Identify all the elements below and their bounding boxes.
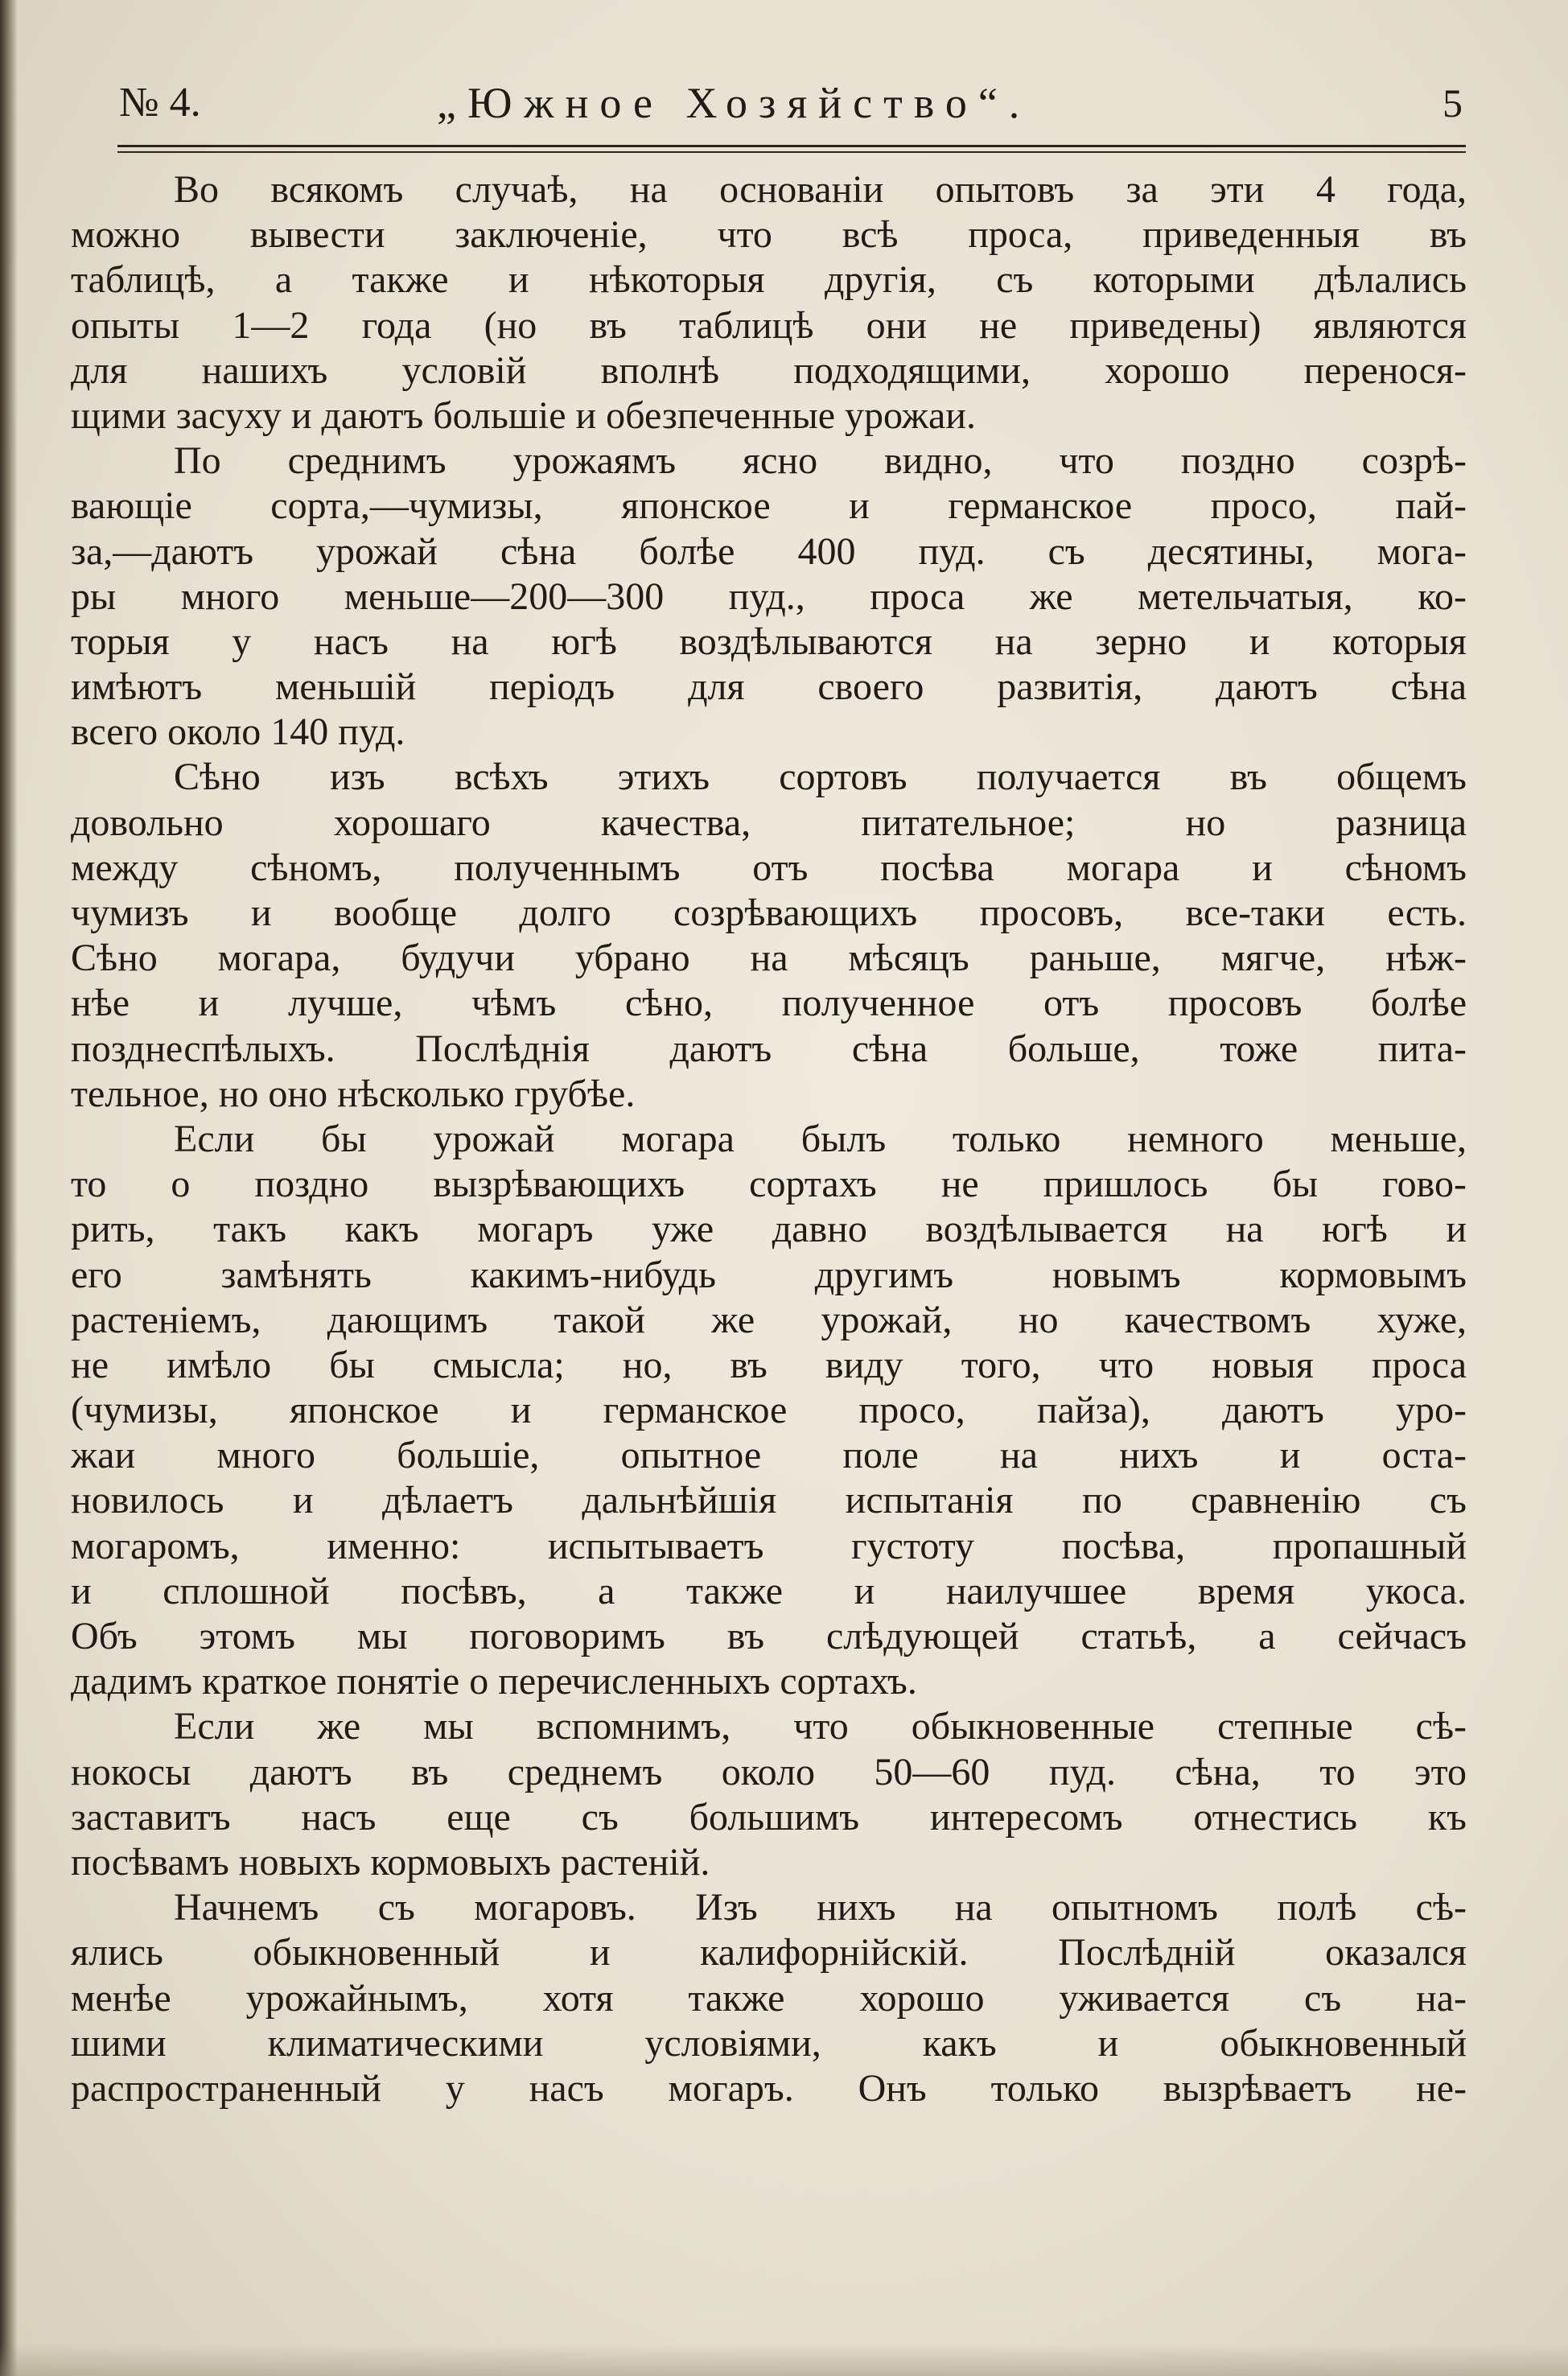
text-line: могаромъ, именно: испытываетъ густоту посѣва, пропашный [71,1524,1467,1567]
text-line: всего около 140 пуд. [71,710,405,754]
text-line: ры много меньше—200—300 пуд., проса же метельчатыя, ко- [71,574,1467,618]
text-line: таблицѣ, а также и нѣкоторыя другія, съ которыми дѣлались [71,258,1467,302]
page-bottom-shade [0,2344,1568,2376]
text-line: имѣютъ меньшій періодъ для своего развитія, даютъ сѣна [71,665,1467,709]
text-line: дадимъ краткое понятіе о перечисленныхъ сортахъ. [71,1660,917,1703]
text-line: Во всякомъ случаѣ, на основаніи опытовъ за эти 4 года, [174,168,1467,211]
text-line: распространенный у насъ могаръ. Онъ только вызрѣваетъ не- [71,2066,1467,2110]
text-line: заставитъ насъ еще съ большимъ интересомъ отнестись къ [71,1795,1467,1839]
text-line: вающіе сорта,—чумизы, японское и германское просо, пай- [71,484,1467,528]
text-line: не имѣло бы смысла; но, въ виду того, что новыя проса [71,1343,1467,1386]
header-rule-thin [117,151,1466,153]
text-line: менѣе урожайнымъ, хотя также хорошо уживается съ на- [71,1976,1467,2020]
text-line: за,—даютъ урожай сѣна болѣе 400 пуд. съ десятины, мога- [71,529,1467,573]
text-line: Объ этомъ мы поговоримъ въ слѣдующей статьѣ, а сейчасъ [71,1615,1467,1657]
header-rule-thick [117,145,1466,147]
text-line: По среднимъ урожаямъ ясно видно, что поздно созрѣ- [174,439,1467,483]
text-line: нокосы даютъ въ среднемъ около 50—60 пуд. сѣна, то это [71,1750,1467,1793]
text-line: довольно хорошаго качества, питательное; но разница [71,801,1467,844]
issue-number: № 4. [119,80,201,126]
text-line: жаи много большіе, опытное поле на нихъ и оста- [71,1434,1467,1477]
text-line: между сѣномъ, полученнымъ отъ посѣва могара и сѣномъ [71,846,1467,889]
text-line: Если же мы вспомнимъ, что обыкновенные степные сѣ- [174,1705,1467,1748]
text-line: посѣвамъ новыхъ кормовыхъ растеній. [71,1840,710,1884]
text-line: Начнемъ съ могаровъ. Изъ нихъ на опытномъ полѣ сѣ- [174,1886,1467,1929]
book-gutter-shadow [0,0,18,2376]
text-line: растеніемъ, дающимъ такой же урожай, но качествомъ хуже, [71,1298,1467,1341]
text-line: чумизъ и вообще долго созрѣвающихъ просовъ, все-таки есть. [71,892,1467,934]
text-line: новилось и дѣлаетъ дальнѣйшія испытанія по сравненію съ [71,1479,1467,1522]
text-line: ялись обыкновенный и калифорнійскій. Послѣдній оказался [71,1931,1467,1975]
running-header [119,71,1463,135]
text-line: для нашихъ условій вполнѣ подходящими, хорошо перенося- [71,348,1467,392]
text-line: шими климатическими условіями, какъ и обыкновенный [71,2021,1467,2065]
article-body [71,167,1467,2111]
text-line: торыя у насъ на югѣ воздѣлываются на зерно и которыя [71,620,1467,663]
text-line: щими засуху и даютъ большіе и обезпеченные урожаи. [71,393,976,437]
text-line: (чумизы, японское и германское просо, пайза), даютъ уро- [71,1389,1467,1432]
text-line: нѣе и лучше, чѣмъ сѣно, полученное отъ просовъ болѣе [71,982,1467,1025]
page-number: 5 [1442,80,1463,126]
text-line: Сѣно могара, будучи убрано на мѣсяцъ раньше, мягче, нѣж- [71,937,1467,980]
text-line: опыты 1—2 года (но въ таблицѣ они не приведены) являются [71,303,1467,347]
text-line: Сѣно изъ всѣхъ этихъ сортовъ получается въ общемъ [174,756,1467,799]
text-line: можно вывести заключеніе, что всѣ проса, приведенныя въ [71,213,1467,257]
text-line: рить, такъ какъ могаръ уже давно воздѣлывается на югѣ и [71,1208,1467,1251]
text-line: позднеспѣлыхъ. Послѣднія даютъ сѣна больше, тоже пита- [71,1027,1467,1070]
text-line: тельное, но оно нѣсколько грубѣе. [71,1072,636,1115]
text-line: его замѣнять какимъ-нибудь другимъ новымъ кормовымъ [71,1253,1467,1296]
text-line: и сплошной посѣвъ, а также и наилучшее время укоса. [71,1569,1467,1612]
text-line: то о поздно вызрѣвающихъ сортахъ не пришлось бы гово- [71,1163,1467,1206]
text-line: Если бы урожай могара былъ только немного меньше, [174,1117,1467,1160]
journal-title: „Южное Хозяйство“. [437,79,1031,127]
